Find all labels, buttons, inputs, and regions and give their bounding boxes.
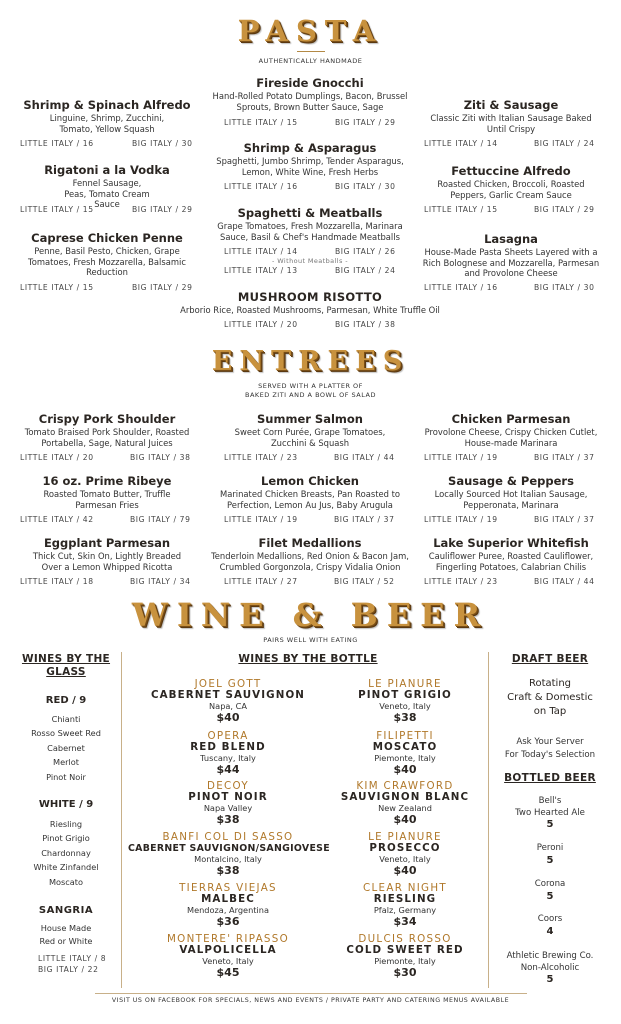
white-wine-item: Riesling: [49, 819, 83, 829]
wine-varietal: MOSCATO: [372, 741, 438, 753]
little-italy-price: LITTLE ITALY / 16: [20, 139, 94, 148]
big-italy-price: BIG ITALY / 44: [334, 453, 395, 462]
wine-entry: [305, 781, 505, 826]
wine-price: $38: [216, 813, 240, 826]
little-italy-price: LITTLE ITALY / 20: [20, 453, 94, 462]
wine-price: $45: [216, 966, 240, 979]
little-italy-price: LITTLE ITALY / 23: [424, 577, 498, 586]
draft-beer-heading: DRAFT BEER: [511, 653, 589, 665]
wine-region: Mendoza, Argentina: [187, 905, 269, 915]
item-description: Arborio Rice, Roasted Mushrooms, Parmesan, White Truffle Oil: [180, 305, 440, 315]
item-name: Filet Medallions: [258, 536, 362, 550]
item-name: Lasagna: [484, 232, 538, 246]
wine-price: $38: [393, 711, 417, 724]
item-description: Linguine, Shrimp, Zucchini, Tomato, Yellow Squash: [49, 113, 165, 134]
big-italy-price: BIG ITALY / 29: [132, 205, 193, 214]
beer-name: Athletic Brewing Co.: [506, 951, 594, 961]
wine-varietal: VALPOLICELLA: [179, 944, 277, 956]
beer-name: Peroni: [536, 843, 564, 853]
red-wine-item: Cabernet: [47, 742, 85, 753]
big-italy-price: BIG ITALY / 24: [534, 139, 595, 148]
little-italy-price: LITTLE ITALY / 16: [224, 182, 298, 191]
wine-entry: [128, 934, 328, 979]
menu-item: [200, 536, 420, 572]
item-description: Spaghetti, Jumbo Shrimp, Tender Asparagus, Lemon, White Wine, Fresh Herbs: [216, 156, 404, 177]
wine-maker: MONTERE' RIPASSO: [166, 933, 289, 945]
wine-varietal: CABERNET SAUVIGNON: [150, 689, 306, 701]
footer-note: VISIT US ON FACEBOOK FOR SPECIALS, NEWS AND EVENTS / PRIVATE PARTY AND CATERING MENUS AVAILABLE: [111, 997, 510, 1004]
wine-varietal: RED BLEND: [190, 741, 266, 753]
item-name: Caprese Chicken Penne: [31, 231, 183, 245]
sangria-line: House Made: [40, 923, 92, 933]
item-description: Sweet Corn Purée, Grape Tomatoes, Zucchini & Squash: [234, 427, 386, 448]
little-italy-price: LITTLE ITALY / 8: [38, 954, 107, 963]
item-description: Fennel Sausage, Peas, Tomato Cream Sauce: [64, 178, 150, 209]
beer-name: Coors: [537, 914, 563, 924]
beer-price: 5: [546, 890, 554, 902]
beer-name: Non-Alcoholic: [520, 962, 580, 973]
little-italy-price: LITTLE ITALY / 42: [20, 515, 94, 524]
wine-varietal: COLD SWEET RED: [346, 944, 464, 956]
little-italy-price: LITTLE ITALY / 19: [224, 515, 298, 524]
menu-item: [14, 231, 200, 278]
item-name: 16 oz. Prime Ribeye: [42, 474, 172, 488]
wine-region: New Zealand: [378, 803, 432, 813]
wine-maker: KIM CRAWFORD: [356, 780, 454, 792]
item-name: Lemon Chicken: [261, 474, 359, 488]
wine-region: Tuscany, Italy: [200, 753, 256, 763]
red-wine-item: Rosso Sweet Red: [31, 728, 101, 739]
wine-maker: DULCIS ROSSO: [358, 933, 452, 945]
item-name: Fettuccine Alfredo: [451, 164, 571, 178]
white-heading: WHITE / 9: [38, 799, 94, 810]
wine-entry: [128, 679, 328, 724]
draft-line: For Today's Selection: [504, 749, 596, 760]
item-description: Roasted Chicken, Broccoli, Roasted Peppers, Garlic Cream Sauce: [437, 179, 585, 200]
little-italy-price: LITTLE ITALY / 15: [424, 205, 498, 214]
entrees-title: ENTREES: [211, 346, 410, 377]
red-wine-item: Pinot Noir: [46, 771, 86, 782]
wine-varietal: MALBEC: [201, 893, 255, 905]
big-italy-price: BIG ITALY / 29: [335, 118, 396, 127]
without-meatballs-note: - Without Meatballs -: [272, 257, 348, 265]
menu-item: [150, 290, 470, 316]
wine-entry: [305, 934, 505, 979]
draft-line: Rotating: [528, 678, 572, 689]
draft-line: Craft & Domestic: [507, 692, 593, 703]
red-wine-item: Merlot: [53, 757, 79, 768]
item-description: Penne, Basil Pesto, Chicken, Grape Tomatoes, Fresh Mozzarella, Balsamic Reduction: [28, 246, 186, 277]
wine-entry: [128, 832, 328, 877]
beer-price: 4: [546, 925, 554, 937]
white-wine-list: [10, 817, 122, 889]
menu-item: [210, 412, 410, 448]
footer-rule: [95, 993, 527, 994]
item-name: Lake Superior Whitefish: [433, 536, 589, 550]
wine-price: $34: [393, 915, 417, 928]
wine-region: Piemonte, Italy: [374, 956, 436, 966]
big-italy-price: BIG ITALY / 30: [132, 139, 193, 148]
item-name: Ziti & Sausage: [463, 98, 559, 112]
menu-item: [210, 206, 410, 242]
item-name: Shrimp & Spinach Alfredo: [23, 98, 191, 112]
wine-region: Piemonte, Italy: [374, 753, 436, 763]
little-italy-price: LITTLE ITALY / 20: [224, 320, 298, 329]
item-description: Marinated Chicken Breasts, Pan Roasted to Perfection, Lemon Au Jus, Baby Arugula: [219, 489, 401, 510]
wine-entry: [305, 679, 505, 724]
wine-maker: LE PIANURE: [368, 831, 442, 843]
sangria-description: [10, 922, 122, 947]
wine-price: $40: [216, 711, 240, 724]
white-wine-item: Chardonnay: [41, 847, 91, 858]
red-wine-item: Chianti: [51, 714, 81, 724]
little-italy-price: LITTLE ITALY / 14: [224, 247, 298, 256]
wine-maker: JOEL GOTT: [194, 678, 262, 690]
wine-maker: TIERRAS VIEJAS: [179, 882, 277, 894]
wine-region: Montalcino, Italy: [194, 854, 262, 864]
item-description: House-Made Pasta Sheets Layered with a Rich Bolognese and Mozzarella, Parmesan and Provolone Cheese: [422, 247, 600, 278]
item-description: Grape Tomatoes, Fresh Mozzarella, Marinara Sauce, Basil & Chef's Handmade Meatballs: [217, 221, 403, 242]
wine-maker: LE PIANURE: [368, 678, 442, 690]
beer-price: 5: [546, 974, 554, 985]
wine-price: $38: [216, 864, 240, 877]
big-italy-price: BIG ITALY / 38: [130, 453, 191, 462]
item-description: Locally Sourced Hot Italian Sausage, Pepperonata, Marinara: [434, 489, 588, 510]
wine-varietal: CABERNET SAUVIGNON/SANGIOVESE: [128, 843, 330, 854]
little-italy-price: LITTLE ITALY / 19: [424, 515, 498, 524]
little-italy-price: LITTLE ITALY / 15: [20, 205, 94, 214]
menu-item: [416, 474, 606, 510]
menu-item: [210, 474, 410, 510]
wine-region: Veneto, Italy: [379, 854, 431, 864]
little-italy-price: LITTLE ITALY / 23: [224, 453, 298, 462]
item-description: Tenderloin Medallions, Red Onion & Bacon Jam, Crumbled Gorgonzola, Crispy Vidalia Onion: [211, 551, 409, 572]
wine-beer-subtitle: PAIRS WELL WITH EATING: [263, 636, 358, 644]
wine-maker: BANFI COL DI SASSO: [162, 831, 294, 843]
wine-entry: [128, 883, 328, 928]
menu-item: [416, 164, 606, 200]
menu-item: [210, 141, 410, 177]
item-description: Hand-Rolled Potato Dumplings, Bacon, Brussel Sprouts, Brown Butter Sauce, Sage: [212, 91, 408, 112]
wine-maker: OPERA: [207, 730, 249, 742]
menu-item: [14, 536, 200, 572]
big-italy-price: BIG ITALY / 30: [335, 182, 396, 191]
wine-region: Napa Valley: [203, 803, 253, 813]
wine-entry: [128, 731, 328, 776]
big-italy-price: BIG ITALY / 30: [534, 283, 595, 292]
wine-price: $40: [393, 864, 417, 877]
little-italy-price: LITTLE ITALY / 19: [424, 453, 498, 462]
wine-price: $36: [216, 915, 240, 928]
menu-item: [416, 412, 606, 448]
wine-entry: [305, 883, 505, 928]
little-italy-price: LITTLE ITALY / 16: [424, 283, 498, 292]
item-name: Shrimp & Asparagus: [243, 141, 377, 155]
pasta-divider: [297, 51, 325, 52]
menu-item: [14, 98, 200, 134]
big-italy-price: BIG ITALY / 38: [335, 320, 396, 329]
wine-price: $30: [393, 966, 417, 979]
item-name: Rigatoni a la Vodka: [44, 163, 170, 177]
menu-item: [14, 163, 200, 210]
bottled-beer-item: [491, 951, 609, 986]
item-name: Summer Salmon: [257, 412, 363, 426]
menu-item: [416, 232, 606, 279]
wine-varietal: PINOT GRIGIO: [358, 689, 452, 701]
item-name: MUSHROOM RISOTTO: [237, 290, 383, 304]
wine-varietal: PINOT NOIR: [188, 791, 268, 803]
sangria-line: Red or White: [39, 935, 93, 946]
big-italy-price: BIG ITALY / 37: [534, 453, 595, 462]
wine-price: $40: [393, 813, 417, 826]
item-name: Sausage & Peppers: [448, 474, 574, 488]
item-name: Spaghetti & Meatballs: [237, 206, 383, 220]
wine-varietal: SAUVIGNON BLANC: [340, 791, 470, 803]
big-italy-price: BIG ITALY / 26: [335, 247, 396, 256]
little-italy-price: LITTLE ITALY / 15: [20, 283, 94, 292]
beer-price: 5: [546, 819, 554, 830]
wine-region: Veneto, Italy: [379, 701, 431, 711]
big-italy-price: BIG ITALY / 22: [38, 965, 99, 974]
wines-by-glass-heading: WINES BY THE GLASS: [21, 653, 111, 678]
item-name: Fireside Gnocchi: [256, 76, 364, 90]
wine-entry: [128, 781, 328, 826]
big-italy-price: BIG ITALY / 52: [334, 577, 395, 586]
wine-region: Pfalz, Germany: [373, 905, 437, 915]
draft-beer-note: [491, 736, 609, 761]
menu-item: [14, 412, 200, 448]
item-name: Chicken Parmesan: [451, 412, 571, 426]
entrees-subtitle-line-1: SERVED WITH A PLATTER OF: [258, 382, 363, 390]
wine-price: $40: [393, 763, 417, 776]
wine-price: $44: [216, 763, 240, 776]
big-italy-price: BIG ITALY / 29: [132, 283, 193, 292]
draft-line: on Tap: [533, 706, 567, 717]
little-italy-price: LITTLE ITALY / 14: [424, 139, 498, 148]
big-italy-price: BIG ITALY / 44: [534, 577, 595, 586]
item-description: Roasted Tomato Butter, Truffle Parmesan Fries: [43, 489, 171, 510]
menu-item: [14, 474, 200, 510]
big-italy-price: BIG ITALY / 37: [534, 515, 595, 524]
sangria-heading: SANGRIA: [38, 905, 94, 916]
menu-item: [416, 98, 606, 134]
red-heading: RED / 9: [45, 695, 87, 706]
wine-maker: FILIPETTI: [376, 730, 434, 742]
entrees-subtitle-line-2: BAKED ZITI AND A BOWL OF SALAD: [245, 391, 376, 399]
item-description: Provolone Cheese, Crispy Chicken Cutlet, House-made Marinara: [424, 427, 598, 448]
bottled-beer-item: [491, 796, 609, 831]
item-description: Cauliflower Puree, Roasted Cauliflower, Fingerling Potatoes, Calabrian Chilis: [428, 551, 594, 572]
item-description: Classic Ziti with Italian Sausage Baked Until Crispy: [430, 113, 592, 134]
item-name: Crispy Pork Shoulder: [38, 412, 176, 426]
big-italy-price: BIG ITALY / 34: [130, 577, 191, 586]
bottled-beer-item: [491, 914, 609, 937]
big-italy-price: BIG ITALY / 79: [130, 515, 191, 524]
menu-item: [210, 76, 410, 112]
beer-name: Two Hearted Ale: [515, 807, 585, 818]
bottled-beer-heading: BOTTLED BEER: [504, 772, 596, 784]
wine-entry: [305, 832, 505, 877]
draft-line: Ask Your Server: [516, 737, 584, 747]
red-wine-list: [10, 712, 122, 784]
little-italy-price: LITTLE ITALY / 27: [224, 577, 298, 586]
beer-price: 5: [546, 854, 554, 866]
wine-varietal: PROSECCO: [369, 842, 441, 854]
beer-name: Bell's: [538, 796, 562, 806]
bottled-beer-item: [491, 843, 609, 866]
white-wine-item: Pinot Grigio: [42, 833, 90, 844]
little-italy-price: LITTLE ITALY / 15: [224, 118, 298, 127]
big-italy-price: BIG ITALY / 24: [335, 266, 396, 275]
pasta-title: PASTA: [237, 14, 384, 48]
wine-region: Veneto, Italy: [202, 956, 254, 966]
big-italy-price: BIG ITALY / 29: [534, 205, 595, 214]
menu-item: [416, 536, 606, 572]
beer-name: Corona: [534, 879, 566, 889]
item-description: Tomato Braised Pork Shoulder, Roasted Portabella, Sage, Natural Juices: [24, 427, 190, 448]
draft-beer-info: [491, 677, 609, 719]
item-description: Thick Cut, Skin On, Lightly Breaded Over a Lemon Whipped Ricotta: [32, 551, 182, 572]
pasta-subtitle: AUTHENTICALLY HANDMADE: [258, 57, 363, 65]
big-italy-price: BIG ITALY / 37: [334, 515, 395, 524]
wine-region: Napa, CA: [209, 701, 247, 711]
white-wine-item: Moscato: [48, 876, 84, 887]
wine-maker: CLEAR NIGHT: [363, 882, 447, 894]
wine-beer-title: WINE & BEER: [131, 596, 490, 634]
wine-maker: DECOY: [207, 780, 249, 792]
wine-entry: [305, 731, 505, 776]
white-wine-item: White Zinfandel: [33, 862, 99, 873]
little-italy-price: LITTLE ITALY / 13: [224, 266, 298, 275]
wine-varietal: RIESLING: [373, 893, 437, 905]
item-name: Eggplant Parmesan: [43, 536, 171, 550]
little-italy-price: LITTLE ITALY / 18: [20, 577, 94, 586]
bottled-beer-item: [491, 879, 609, 902]
wines-by-bottle-heading: WINES BY THE BOTTLE: [238, 653, 378, 665]
